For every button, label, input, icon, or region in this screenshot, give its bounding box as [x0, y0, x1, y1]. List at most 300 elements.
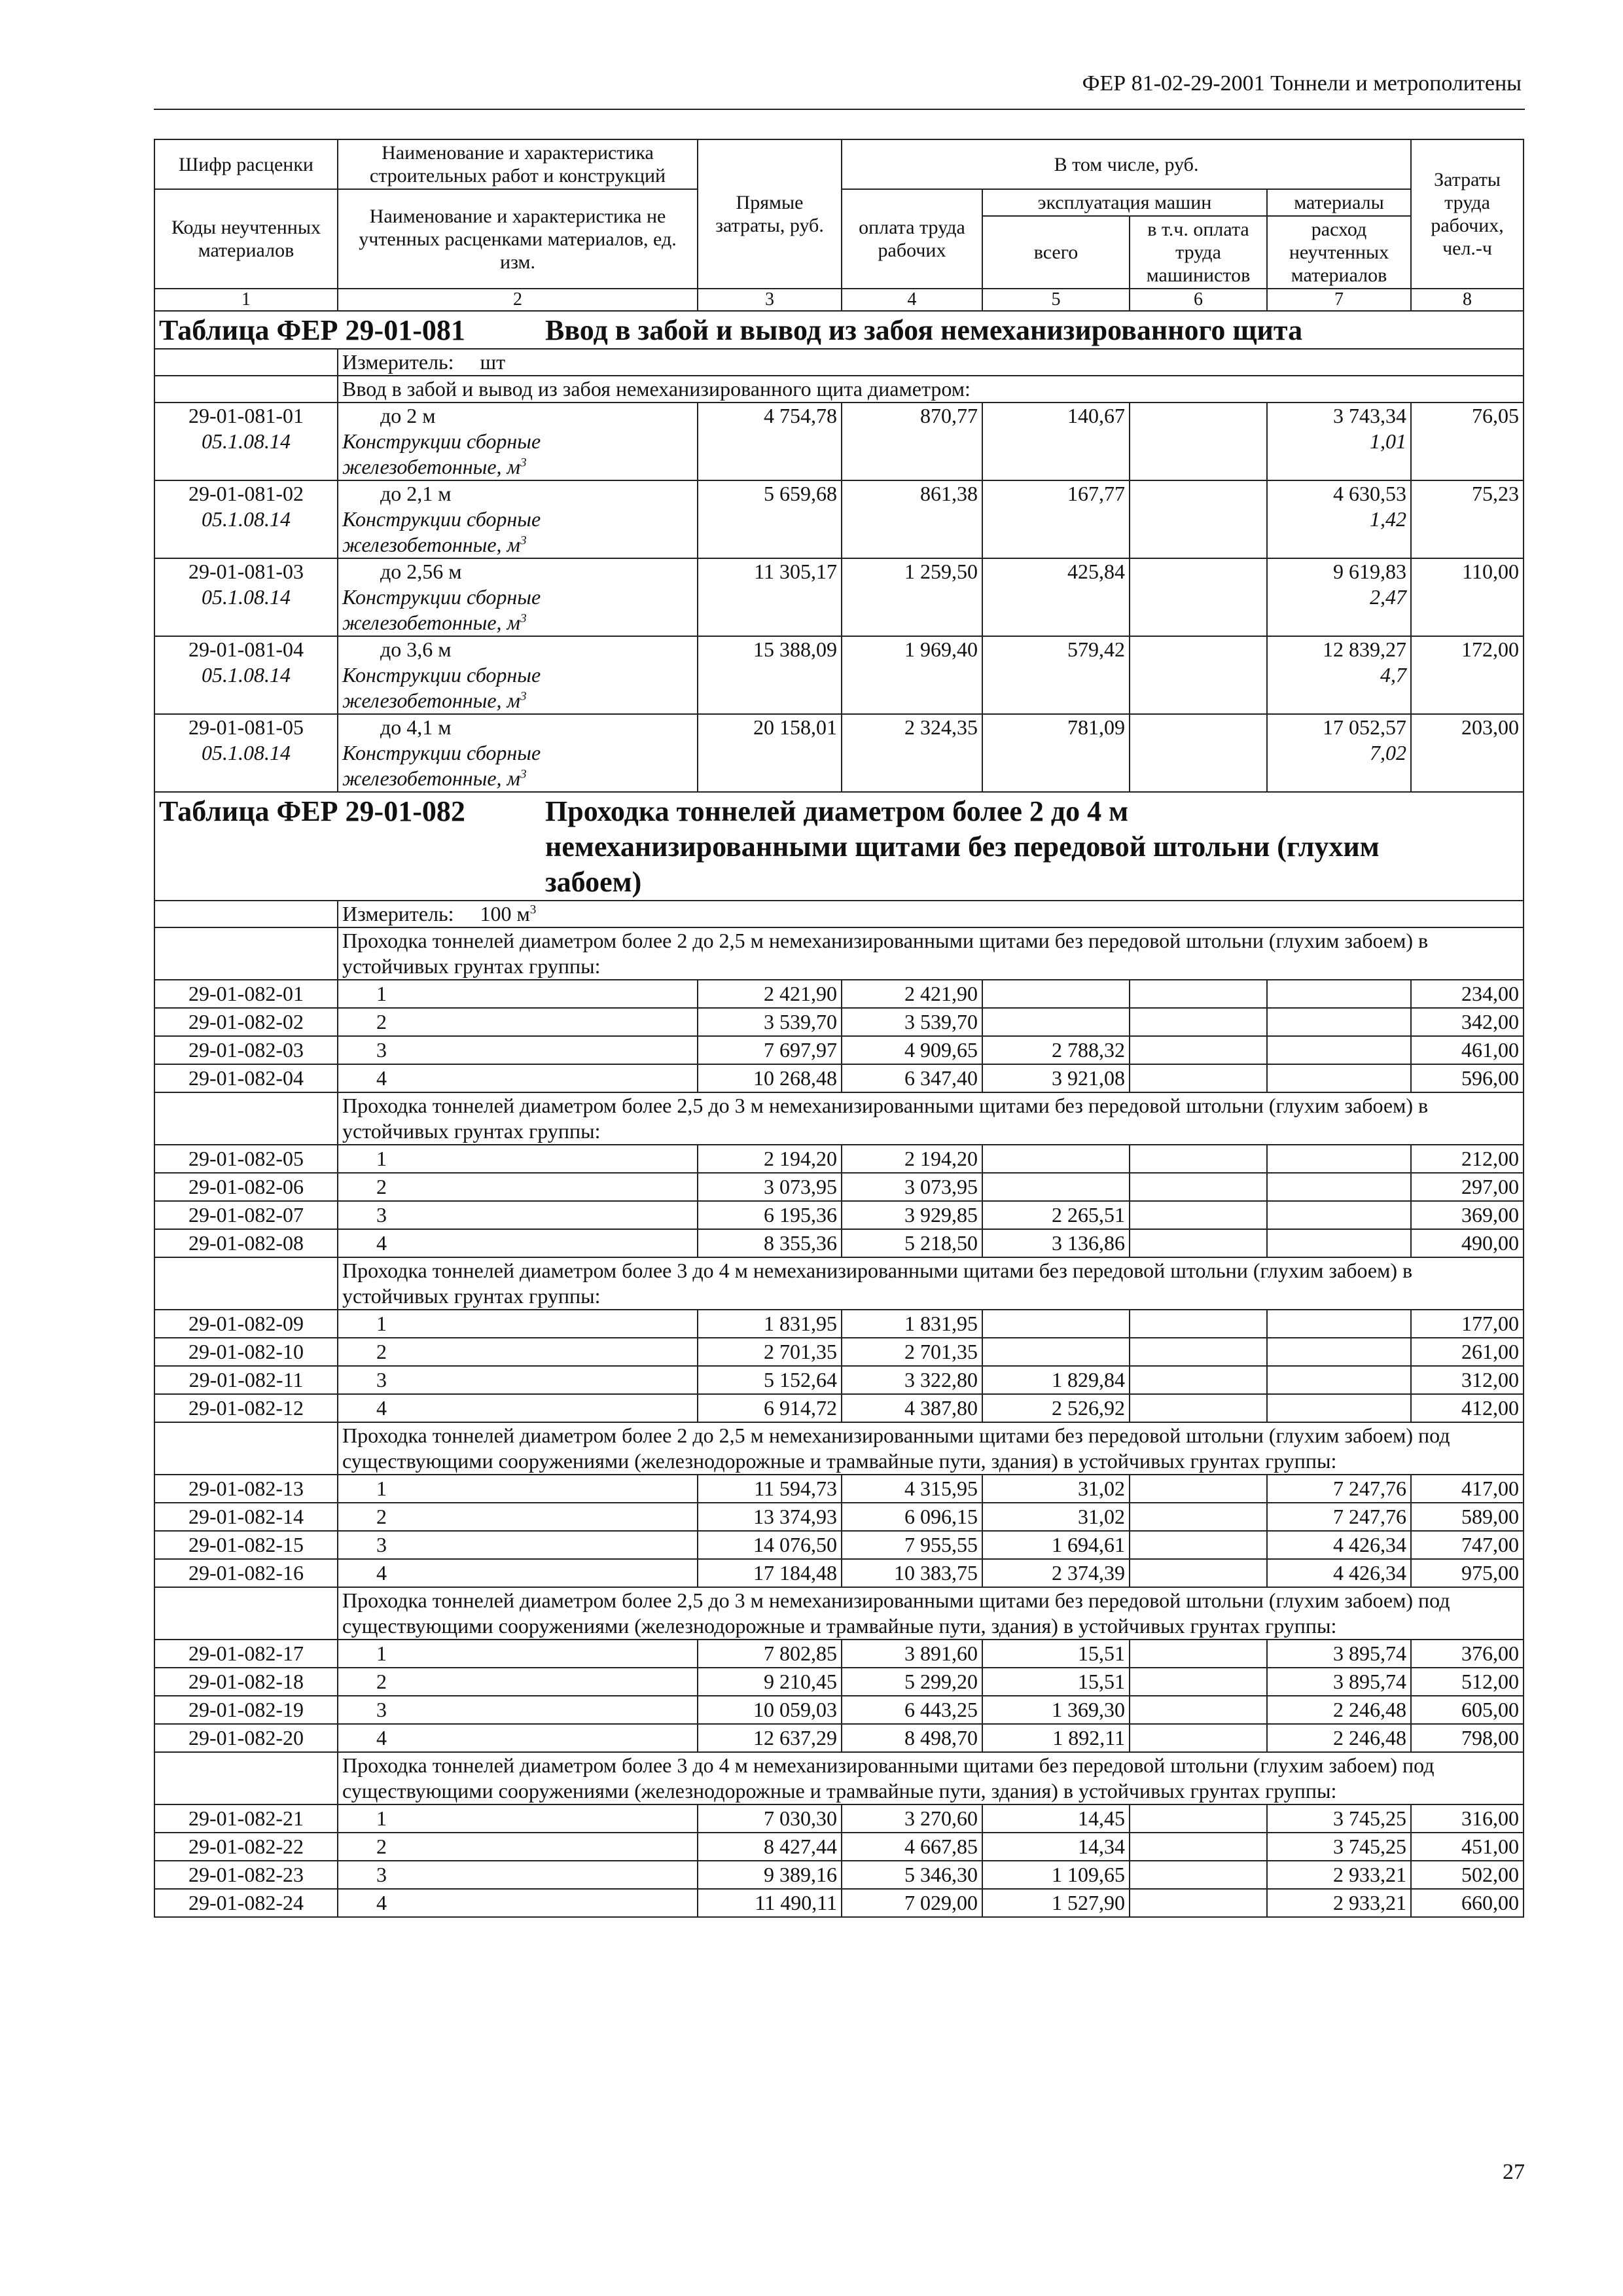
machines-cost-cell: 1 369,30	[982, 1696, 1130, 1724]
table-row	[154, 1889, 1524, 1917]
table-row	[154, 1201, 1524, 1229]
rate-code: 29-01-082-22	[154, 1833, 338, 1861]
price-table-body	[154, 139, 1524, 1917]
labor-hours-cell: 376,00	[1411, 1640, 1524, 1668]
table-081-title: Ввод в забой и вывод из забоя немеханизированного щита	[545, 314, 1303, 346]
unit-superscript: 3	[520, 767, 527, 781]
header-rule	[154, 109, 1525, 110]
materials-cell	[1267, 480, 1411, 558]
empty-cell	[154, 1752, 338, 1804]
materials-cost-cell	[1267, 1064, 1411, 1092]
operators-cost-cell	[1130, 1338, 1267, 1366]
labor-cost-cell: 7 955,55	[842, 1531, 982, 1559]
direct-cost-cell: 2 421,90	[698, 980, 842, 1008]
materials-cost-cell: 3 745,25	[1267, 1833, 1411, 1861]
work-size: до 4,1 м	[380, 715, 452, 739]
table-082-title-row	[154, 792, 1524, 901]
direct-cost-cell: 17 184,48	[698, 1559, 842, 1587]
rate-code-cell	[154, 714, 338, 792]
column-number: 5	[982, 289, 1130, 311]
machines-cost-cell	[982, 980, 1130, 1008]
material-code: 05.1.08.14	[202, 585, 291, 609]
operators-cost-cell	[1130, 1173, 1267, 1201]
material-name-line-1: Конструкции сборные	[342, 429, 541, 453]
material-quantity: 7,02	[1370, 741, 1407, 764]
direct-cost-cell: 7 030,30	[698, 1804, 842, 1833]
empty-cell	[154, 901, 338, 927]
labor-hours-cell: 461,00	[1411, 1036, 1524, 1064]
soil-group: 3	[338, 1531, 698, 1559]
soil-group: 4	[338, 1229, 698, 1257]
labor-cost-cell: 5 218,50	[842, 1229, 982, 1257]
meter-label: Измеритель:	[342, 350, 454, 374]
labor-cost-cell: 5 346,30	[842, 1861, 982, 1889]
operators-cost-cell	[1130, 403, 1267, 480]
table-081-title-row	[154, 311, 1524, 349]
labor-cost-cell: 7 029,00	[842, 1889, 982, 1917]
operators-cost-cell	[1130, 1036, 1267, 1064]
material-code: 05.1.08.14	[202, 663, 291, 687]
table-row	[154, 1338, 1524, 1366]
labor-hours-cell: 316,00	[1411, 1804, 1524, 1833]
rate-code: 29-01-082-14	[154, 1503, 338, 1531]
col3-header: Прямые затраты, руб.	[698, 139, 842, 289]
soil-group: 4	[338, 1064, 698, 1092]
rate-code: 29-01-082-02	[154, 1008, 338, 1036]
labor-cost-cell: 3 929,85	[842, 1201, 982, 1229]
unit-superscript: 3	[529, 903, 537, 917]
operators-cost-cell	[1130, 1229, 1267, 1257]
labor-hours-cell: 261,00	[1411, 1338, 1524, 1366]
rate-code: 29-01-082-23	[154, 1861, 338, 1889]
materials-cell	[1267, 714, 1411, 792]
unit-superscript: 3	[520, 689, 527, 704]
soil-group: 3	[338, 1861, 698, 1889]
direct-cost-cell: 13 374,93	[698, 1503, 842, 1531]
soil-group: 3	[338, 1366, 698, 1394]
unit-superscript: 3	[520, 611, 527, 626]
machines-cost-cell: 1 892,11	[982, 1724, 1130, 1752]
materials-cost-cell	[1267, 1338, 1411, 1366]
col2-top-header: Наименование и характеристика строительных работ и конструкций	[338, 139, 698, 189]
table-row	[154, 1394, 1524, 1422]
empty-cell	[154, 1092, 338, 1145]
price-table	[154, 139, 1524, 1918]
machines-cost-cell: 1 527,90	[982, 1889, 1130, 1917]
work-name-cell	[338, 480, 698, 558]
table-row	[154, 1668, 1524, 1696]
labor-hours-cell: 975,00	[1411, 1559, 1524, 1587]
operators-cost-cell	[1130, 1724, 1267, 1752]
work-name-cell	[338, 558, 698, 636]
labor-cost-cell: 6 443,25	[842, 1696, 982, 1724]
operators-cost-cell	[1130, 1559, 1267, 1587]
group-description-row	[154, 1257, 1524, 1310]
operators-cost-cell	[1130, 714, 1267, 792]
materials-cost-cell: 4 426,34	[1267, 1559, 1411, 1587]
group-description: Проходка тоннелей диаметром более 3 до 4 м немеханизированными щитами без передовой штольни (глухим забоем) под существующими сооружениями (железнодорожные и трамвайные пути, здания) в устойчивых грунтах группы:	[338, 1752, 1524, 1804]
labor-hours-cell: 312,00	[1411, 1366, 1524, 1394]
soil-group: 2	[338, 1338, 698, 1366]
labor-hours-cell: 589,00	[1411, 1503, 1524, 1531]
rate-code: 29-01-082-12	[154, 1394, 338, 1422]
table-082-title	[545, 794, 1514, 900]
material-name-text: железобетонные, м	[342, 611, 520, 634]
direct-cost-cell: 2 701,35	[698, 1338, 842, 1366]
labor-hours-cell: 451,00	[1411, 1833, 1524, 1861]
rate-code: 29-01-082-13	[154, 1475, 338, 1503]
table-081-code: Таблица ФЕР 29-01-081	[159, 314, 465, 346]
empty-cell	[154, 1587, 338, 1640]
soil-group: 2	[338, 1668, 698, 1696]
labor-hours-cell: 412,00	[1411, 1394, 1524, 1422]
table-081-description: Ввод в забой и вывод из забоя немеханизированного щита диаметром:	[338, 376, 1524, 403]
machines-cost-cell: 15,51	[982, 1640, 1130, 1668]
breakdown-group-header: В том числе, руб.	[842, 139, 1411, 189]
labor-hours-cell: 798,00	[1411, 1724, 1524, 1752]
table-row	[154, 1833, 1524, 1861]
table-row	[154, 403, 1524, 480]
operators-cost-cell	[1130, 480, 1267, 558]
work-size: до 2,1 м	[380, 482, 452, 505]
materials-cost-cell	[1267, 1229, 1411, 1257]
running-header: ФЕР 81-02-29-2001 Тоннели и метрополитены	[1082, 71, 1522, 96]
col5-header: всего	[982, 216, 1130, 289]
table-082-title-line-3: забоем)	[545, 866, 642, 898]
col8-header: Затраты труда рабочих, чел.-ч	[1411, 139, 1524, 289]
materials-cost-cell: 2 246,48	[1267, 1696, 1411, 1724]
operators-cost-cell	[1130, 1640, 1267, 1668]
soil-group: 1	[338, 1475, 698, 1503]
column-number: 4	[842, 289, 982, 311]
direct-cost-cell: 3 073,95	[698, 1173, 842, 1201]
materials-cost-cell	[1267, 1145, 1411, 1173]
material-code: 05.1.08.14	[202, 429, 291, 453]
material-name-text: железобетонные, м	[342, 766, 520, 790]
labor-hours-cell: 417,00	[1411, 1475, 1524, 1503]
materials-cost-cell	[1267, 1394, 1411, 1422]
labor-cost-cell: 6 096,15	[842, 1503, 982, 1531]
material-name-line-2	[342, 610, 693, 636]
col6-header: в т.ч. оплата труда машинистов	[1130, 216, 1267, 289]
machines-cost-cell: 2 788,32	[982, 1036, 1130, 1064]
operators-cost-cell	[1130, 1889, 1267, 1917]
labor-cost-cell: 8 498,70	[842, 1724, 982, 1752]
labor-hours-cell: 203,00	[1411, 714, 1524, 792]
rate-code: 29-01-082-19	[154, 1696, 338, 1724]
rate-code: 29-01-081-05	[188, 715, 304, 739]
direct-cost-cell: 9 210,45	[698, 1668, 842, 1696]
direct-cost-cell: 10 268,48	[698, 1064, 842, 1092]
machines-cost-cell: 2 374,39	[982, 1559, 1130, 1587]
machines-cost-cell: 3 136,86	[982, 1229, 1130, 1257]
work-name-cell	[338, 403, 698, 480]
materials-cost-cell	[1267, 1008, 1411, 1036]
operators-cost-cell	[1130, 1475, 1267, 1503]
material-name-line-1: Конструкции сборные	[342, 585, 541, 609]
direct-cost-cell: 7 802,85	[698, 1640, 842, 1668]
table-row	[154, 1559, 1524, 1587]
labor-hours-cell: 342,00	[1411, 1008, 1524, 1036]
table-row	[154, 1696, 1524, 1724]
operators-cost-cell	[1130, 1310, 1267, 1338]
material-quantity: 1,42	[1370, 507, 1407, 531]
soil-group: 1	[338, 1145, 698, 1173]
table-082-title-line-1: Проходка тоннелей диаметром более 2 до 4 м	[545, 795, 1129, 827]
materials-cost-cell	[1267, 1036, 1411, 1064]
machines-cost-cell: 781,09	[982, 714, 1130, 792]
empty-cell	[154, 927, 338, 980]
soil-group: 3	[338, 1696, 698, 1724]
soil-group: 2	[338, 1833, 698, 1861]
table-row	[154, 1861, 1524, 1889]
material-name-line-1: Конструкции сборные	[342, 507, 541, 531]
table-row	[154, 1036, 1524, 1064]
labor-hours-cell: 660,00	[1411, 1889, 1524, 1917]
material-name-line-2	[342, 454, 693, 480]
machines-group-header: эксплуатация машин	[982, 189, 1267, 216]
machines-cost-cell	[982, 1338, 1130, 1366]
labor-cost-cell: 4 667,85	[842, 1833, 982, 1861]
operators-cost-cell	[1130, 1503, 1267, 1531]
machines-cost-cell: 1 109,65	[982, 1861, 1130, 1889]
machines-cost-cell: 1 694,61	[982, 1531, 1130, 1559]
material-name-text: железобетонные, м	[342, 455, 520, 478]
materials-cost: 17 052,57	[1323, 715, 1407, 739]
direct-cost-cell: 5 152,64	[698, 1366, 842, 1394]
direct-cost-cell: 6 914,72	[698, 1394, 842, 1422]
material-code: 05.1.08.14	[202, 507, 291, 531]
direct-cost-cell: 11 490,11	[698, 1889, 842, 1917]
table-row	[154, 714, 1524, 792]
machines-cost-cell: 2 526,92	[982, 1394, 1130, 1422]
price-table-sheet	[154, 139, 1523, 1918]
group-description-row	[154, 927, 1524, 980]
column-number: 6	[1130, 289, 1267, 311]
operators-cost-cell	[1130, 980, 1267, 1008]
labor-cost-cell: 4 909,65	[842, 1036, 982, 1064]
column-number: 3	[698, 289, 842, 311]
materials-cost: 9 619,83	[1333, 560, 1407, 583]
rate-code: 29-01-082-04	[154, 1064, 338, 1092]
labor-hours-cell: 747,00	[1411, 1531, 1524, 1559]
labor-cost-cell: 3 891,60	[842, 1640, 982, 1668]
machines-cost-cell: 425,84	[982, 558, 1130, 636]
soil-group: 2	[338, 1503, 698, 1531]
direct-cost-cell: 5 659,68	[698, 480, 842, 558]
group-description: Проходка тоннелей диаметром более 2 до 2,5 м немеханизированными щитами без передовой штольни (глухим забоем) в устойчивых грунтах группы:	[338, 927, 1524, 980]
machines-cost-cell: 15,51	[982, 1668, 1130, 1696]
machines-cost-cell: 579,42	[982, 636, 1130, 714]
table-row	[154, 1724, 1524, 1752]
material-code: 05.1.08.14	[202, 741, 291, 764]
machines-cost-cell	[982, 1173, 1130, 1201]
work-size: до 3,6 м	[380, 637, 452, 661]
table-row	[154, 1229, 1524, 1257]
rate-code: 29-01-081-03	[188, 560, 304, 583]
table-082-title-cell	[154, 792, 1524, 901]
materials-cost-cell	[1267, 1366, 1411, 1394]
header-row-1	[154, 139, 1524, 189]
material-quantity: 4,7	[1380, 663, 1407, 687]
table-row	[154, 1008, 1524, 1036]
group-description-row	[154, 1752, 1524, 1804]
table-row	[154, 1531, 1524, 1559]
table-row	[154, 1310, 1524, 1338]
table-row	[154, 480, 1524, 558]
materials-cost-cell: 2 933,21	[1267, 1889, 1411, 1917]
material-name-line-1: Конструкции сборные	[342, 663, 541, 687]
material-name-text: железобетонные, м	[342, 689, 520, 712]
group-description: Проходка тоннелей диаметром более 2 до 2,5 м немеханизированными щитами без передовой штольни (глухим забоем) под существующими сооружениями (железнодорожные и трамвайные пути, здания) в устойчивых грунтах группы:	[338, 1422, 1524, 1475]
table-082-title-line-2: немеханизированными щитами без передовой штольни (глухим	[545, 831, 1380, 863]
table-row	[154, 1145, 1524, 1173]
labor-cost-cell: 1 259,50	[842, 558, 982, 636]
labor-cost-cell: 2 421,90	[842, 980, 982, 1008]
labor-cost-cell: 3 322,80	[842, 1366, 982, 1394]
table-row	[154, 558, 1524, 636]
table-081-meter-row	[154, 349, 1524, 376]
materials-cell	[1267, 403, 1411, 480]
machines-cost-cell: 140,67	[982, 403, 1130, 480]
labor-hours-cell: 596,00	[1411, 1064, 1524, 1092]
direct-cost-cell: 14 076,50	[698, 1531, 842, 1559]
direct-cost-cell: 4 754,78	[698, 403, 842, 480]
rate-code: 29-01-081-01	[188, 404, 304, 427]
rate-code: 29-01-082-15	[154, 1531, 338, 1559]
soil-group: 1	[338, 1640, 698, 1668]
table-row	[154, 1064, 1524, 1092]
rate-code-cell	[154, 403, 338, 480]
rate-code: 29-01-082-09	[154, 1310, 338, 1338]
work-size: до 2 м	[380, 404, 436, 427]
rate-code: 29-01-081-04	[188, 637, 304, 661]
labor-hours-cell: 369,00	[1411, 1201, 1524, 1229]
col7-header: расход неучтенных материалов	[1267, 216, 1411, 289]
table-row	[154, 980, 1524, 1008]
operators-cost-cell	[1130, 1668, 1267, 1696]
materials-cell	[1267, 558, 1411, 636]
group-description-row	[154, 1092, 1524, 1145]
direct-cost-cell: 11 594,73	[698, 1475, 842, 1503]
col1-bottom-header: Коды неучтенных материалов	[154, 189, 338, 289]
materials-cost-cell	[1267, 1310, 1411, 1338]
group-description: Проходка тоннелей диаметром более 2,5 до 3 м немеханизированными щитами без передовой штольни (глухим забоем) в устойчивых грунтах группы:	[338, 1092, 1524, 1145]
labor-cost-cell: 4 315,95	[842, 1475, 982, 1503]
column-number: 1	[154, 289, 338, 311]
labor-cost-cell: 3 073,95	[842, 1173, 982, 1201]
rate-code: 29-01-082-08	[154, 1229, 338, 1257]
materials-cost-cell: 4 426,34	[1267, 1531, 1411, 1559]
table-row	[154, 1173, 1524, 1201]
labor-hours-cell: 212,00	[1411, 1145, 1524, 1173]
rate-code-cell	[154, 480, 338, 558]
materials-cost: 4 630,53	[1333, 482, 1407, 505]
labor-cost-cell: 861,38	[842, 480, 982, 558]
machines-cost-cell: 31,02	[982, 1503, 1130, 1531]
material-name-text: железобетонные, м	[342, 533, 520, 556]
labor-cost-cell: 2 701,35	[842, 1338, 982, 1366]
soil-group: 1	[338, 1310, 698, 1338]
labor-hours-cell: 605,00	[1411, 1696, 1524, 1724]
table-row	[154, 1366, 1524, 1394]
material-quantity: 2,47	[1370, 585, 1407, 609]
labor-cost-cell: 870,77	[842, 403, 982, 480]
direct-cost-cell: 9 389,16	[698, 1861, 842, 1889]
materials-cost-cell: 3 895,74	[1267, 1640, 1411, 1668]
labor-hours-cell: 234,00	[1411, 980, 1524, 1008]
rate-code-cell	[154, 558, 338, 636]
soil-group: 2	[338, 1008, 698, 1036]
labor-cost-cell: 2 194,20	[842, 1145, 982, 1173]
rate-code: 29-01-082-16	[154, 1559, 338, 1587]
soil-group: 4	[338, 1889, 698, 1917]
machines-cost-cell: 14,34	[982, 1833, 1130, 1861]
work-name-cell	[338, 714, 698, 792]
direct-cost-cell: 2 194,20	[698, 1145, 842, 1173]
column-number: 2	[338, 289, 698, 311]
table-row	[154, 1475, 1524, 1503]
rate-code: 29-01-082-07	[154, 1201, 338, 1229]
operators-cost-cell	[1130, 1531, 1267, 1559]
materials-cost-cell: 2 246,48	[1267, 1724, 1411, 1752]
soil-group: 4	[338, 1559, 698, 1587]
table-row	[154, 1804, 1524, 1833]
table-row	[154, 1640, 1524, 1668]
machines-cost-cell	[982, 1310, 1130, 1338]
rate-code: 29-01-082-03	[154, 1036, 338, 1064]
machines-cost-cell	[982, 1008, 1130, 1036]
material-name-line-2	[342, 766, 693, 791]
rate-code: 29-01-082-11	[154, 1366, 338, 1394]
rate-code: 29-01-082-18	[154, 1668, 338, 1696]
material-quantity: 1,01	[1370, 429, 1407, 453]
operators-cost-cell	[1130, 1145, 1267, 1173]
table-082-meter-cell	[338, 901, 1524, 927]
direct-cost-cell: 1 831,95	[698, 1310, 842, 1338]
direct-cost-cell: 20 158,01	[698, 714, 842, 792]
empty-cell	[154, 1257, 338, 1310]
work-size: до 2,56 м	[380, 560, 462, 583]
rate-code: 29-01-082-24	[154, 1889, 338, 1917]
soil-group: 4	[338, 1394, 698, 1422]
labor-hours-cell: 177,00	[1411, 1310, 1524, 1338]
rate-code: 29-01-082-05	[154, 1145, 338, 1173]
labor-hours-cell: 76,05	[1411, 403, 1524, 480]
direct-cost-cell: 8 427,44	[698, 1833, 842, 1861]
operators-cost-cell	[1130, 1394, 1267, 1422]
meter-label: Измеритель:	[342, 902, 454, 925]
machines-cost-cell: 2 265,51	[982, 1201, 1130, 1229]
direct-cost-cell: 12 637,29	[698, 1724, 842, 1752]
machines-cost-cell: 31,02	[982, 1475, 1130, 1503]
labor-hours-cell: 512,00	[1411, 1668, 1524, 1696]
operators-cost-cell	[1130, 1833, 1267, 1861]
operators-cost-cell	[1130, 636, 1267, 714]
labor-cost-cell: 4 387,80	[842, 1394, 982, 1422]
direct-cost-cell: 3 539,70	[698, 1008, 842, 1036]
page-number: 27	[1503, 2160, 1525, 2184]
labor-hours-cell: 110,00	[1411, 558, 1524, 636]
labor-cost-cell: 3 539,70	[842, 1008, 982, 1036]
operators-cost-cell	[1130, 1366, 1267, 1394]
labor-cost-cell: 10 383,75	[842, 1559, 982, 1587]
machines-cost-cell: 3 921,08	[982, 1064, 1130, 1092]
labor-cost-cell: 6 347,40	[842, 1064, 982, 1092]
rate-code: 29-01-082-17	[154, 1640, 338, 1668]
table-row	[154, 1503, 1524, 1531]
labor-cost-cell: 2 324,35	[842, 714, 982, 792]
